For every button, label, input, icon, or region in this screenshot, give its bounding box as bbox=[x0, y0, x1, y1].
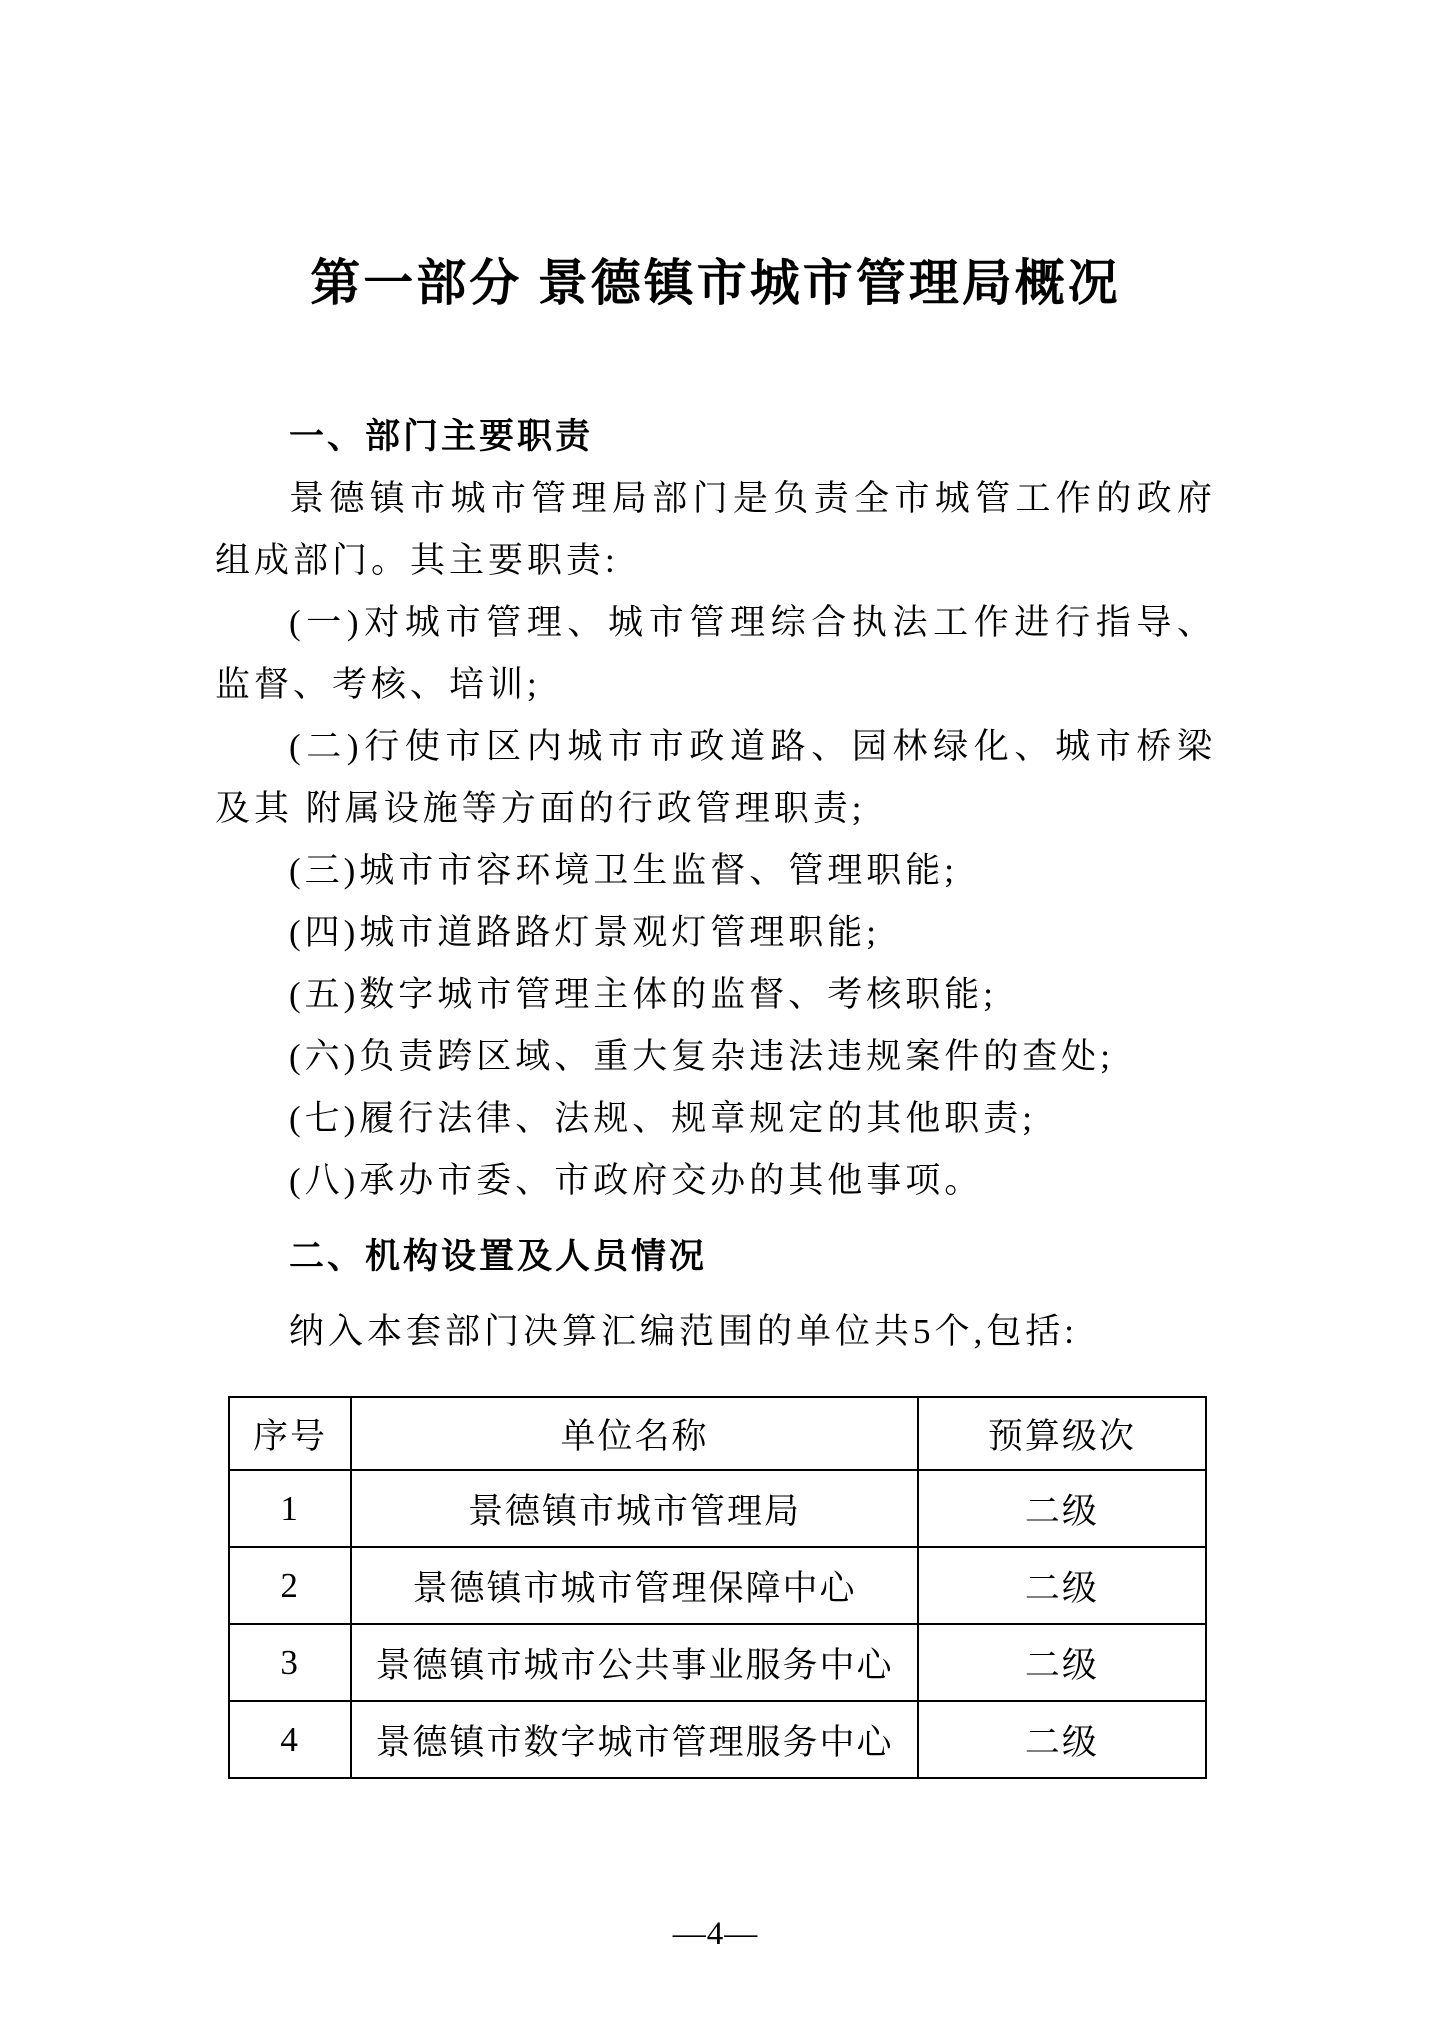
page-number: —4— bbox=[672, 1916, 759, 1952]
table-header-row bbox=[229, 1397, 1206, 1470]
paragraph-line: (二)行使市区内城市市政道路、园林绿化、城市桥梁 bbox=[289, 727, 1216, 766]
table-cell-unit-name: 景德镇市城市管理保障中心 bbox=[351, 1547, 918, 1624]
paragraph-line: 监督、考核、培训; bbox=[215, 665, 541, 704]
section-2-heading: 二、机构设置及人员情况 bbox=[289, 1237, 708, 1276]
section-2-intro: 纳入本套部门决算汇编范围的单位共5个,包括: bbox=[289, 1312, 1078, 1351]
paragraph-line: (一)对城市管理、城市管理综合执法工作进行指导、 bbox=[289, 603, 1216, 642]
document-body bbox=[215, 406, 1216, 1363]
paragraph-line: (六)负责跨区域、重大复杂违法违规案件的查处; bbox=[289, 1037, 1115, 1076]
table-cell-index: 4 bbox=[229, 1701, 351, 1778]
table-row bbox=[229, 1701, 1206, 1778]
paragraph-line: (七)履行法律、法规、规章规定的其他职责; bbox=[289, 1099, 1037, 1138]
paragraph-line: (四)城市道路路灯景观灯管理职能; bbox=[289, 913, 881, 952]
table-header-index: 序号 bbox=[229, 1397, 351, 1470]
table-row bbox=[229, 1624, 1206, 1701]
units-table bbox=[228, 1396, 1207, 1779]
table-cell-budget-level: 二级 bbox=[918, 1624, 1206, 1701]
section-1-heading: 一、部门主要职责 bbox=[289, 417, 594, 456]
table-header-budget-level: 预算级次 bbox=[918, 1397, 1206, 1470]
table-row bbox=[229, 1547, 1206, 1624]
table-cell-unit-name: 景德镇市城市管理局 bbox=[351, 1470, 918, 1547]
table-header-unit-name: 单位名称 bbox=[351, 1397, 918, 1470]
table-cell-budget-level: 二级 bbox=[918, 1547, 1206, 1624]
table-cell-budget-level: 二级 bbox=[918, 1470, 1206, 1547]
table-cell-unit-name: 景德镇市数字城市管理服务中心 bbox=[351, 1701, 918, 1778]
paragraph-line: (三)城市市容环境卫生监督、管理职能; bbox=[289, 851, 959, 890]
paragraph-line: 组成部门。其主要职责: bbox=[215, 541, 619, 580]
table-cell-index: 2 bbox=[229, 1547, 351, 1624]
paragraph-line: (八)承办市委、市政府交办的其他事项。 bbox=[289, 1161, 984, 1200]
paragraph-line: 及其 附属设施等方面的行政管理职责; bbox=[215, 789, 866, 828]
table-cell-index: 3 bbox=[229, 1624, 351, 1701]
document-title: 第一部分 景德镇市城市管理局概况 bbox=[310, 255, 1121, 311]
paragraph-line: (五)数字城市管理主体的监督、考核职能; bbox=[289, 975, 998, 1014]
table-cell-unit-name: 景德镇市城市公共事业服务中心 bbox=[351, 1624, 918, 1701]
table-cell-budget-level: 二级 bbox=[918, 1701, 1206, 1778]
table-cell-index: 1 bbox=[229, 1470, 351, 1547]
table-row bbox=[229, 1470, 1206, 1547]
paragraph-line: 景德镇市城市管理局部门是负责全市城管工作的政府 bbox=[289, 479, 1216, 518]
